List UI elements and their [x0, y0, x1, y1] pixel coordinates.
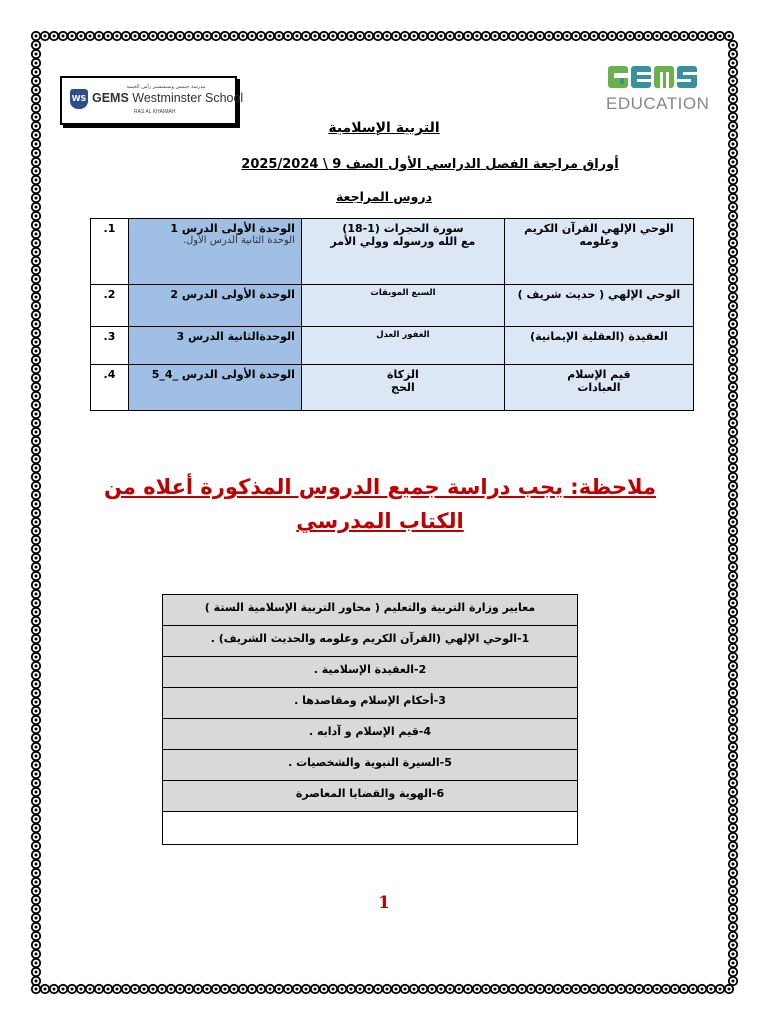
lesson-cell: السبع الموبقات [301, 285, 504, 327]
standard-cell: 5-السيرة النبوية والشخصيات . [163, 750, 578, 781]
table-row [163, 595, 578, 626]
unit-cell: الوحدةالثانية الدرس 3 [128, 327, 301, 365]
row-number: 4. [91, 365, 129, 411]
ministry-standards-table [162, 594, 578, 845]
standards-header-cell: معايير وزارة التربية والتعليم ( محاور التربية الإسلامية الستة ) [163, 595, 578, 626]
row-number: 2. [91, 285, 129, 327]
lesson-cell: الزكاة الحج [301, 365, 504, 411]
topic-cell: الوحي الإلهي القرآن الكريم وعلومه [504, 219, 693, 285]
lesson-cell: الغفور العدل [301, 327, 504, 365]
unit-cell: الوحدة الأولى الدرس 2 [128, 285, 301, 327]
table-row [163, 719, 578, 750]
school-crest-icon: WS [70, 89, 88, 109]
worksheet-title: أوراق مراجعة الفصل الدراسي الأول الصف 9 \ 2025/2024 [241, 157, 619, 172]
table-row [163, 750, 578, 781]
topic-cell: الوحي الإلهي ( حديث شريف ) [504, 285, 693, 327]
table-row [163, 657, 578, 688]
unit-cell: الوحدة الأولى الدرس _4_5 [128, 365, 301, 411]
page-number: 1 [378, 893, 390, 913]
standard-cell: 6-الهوية والقضايا المعاصرة [163, 781, 578, 812]
school-arabic-name: مدرسة جيمس وستمنستر رأس الخيمة [126, 84, 206, 90]
table-row [163, 688, 578, 719]
review-lessons-table [90, 218, 694, 411]
table-row [91, 285, 694, 327]
topic-cell: قيم الإسلام العبادات [504, 365, 693, 411]
empty-cell [163, 812, 578, 845]
standard-cell: 3-أحكام الإسلام ومقاصدها . [163, 688, 578, 719]
gems-education-logo [606, 64, 710, 116]
school-location: RAS AL KHAIMAH [134, 109, 176, 115]
topic-cell: العقيدة (العقلية الإيمانية) [504, 327, 693, 365]
unit-cell: الوحدة الأولى الدرس 1 الوحدة الثانية الدرس الأول. [128, 219, 301, 285]
table-row [91, 327, 694, 365]
lesson-cell: سورة الحجرات (1-18) مع الله ورسوله وولي الأمر [301, 219, 504, 285]
table-row [163, 812, 578, 845]
subject-title: التربية الإسلامية [328, 120, 440, 136]
standard-cell: 4-قيم الإسلام و آدابه . [163, 719, 578, 750]
gems-education-text: EDUCATION [606, 94, 710, 113]
school-logo [60, 76, 244, 125]
gems-wordmark-icon [606, 64, 698, 94]
standard-cell: 2-العقيدة الإسلامية . [163, 657, 578, 688]
table-row [91, 365, 694, 411]
lessons-heading: دروس المراجعة [335, 189, 433, 204]
study-note: ملاحظة: يجب دراسة جميع الدروس المذكورة أعلاه من الكتاب المدرسي [104, 475, 656, 533]
row-number: 3. [91, 327, 129, 365]
table-row [163, 781, 578, 812]
table-row [91, 219, 694, 285]
row-number: 1. [91, 219, 129, 285]
school-name: GEMS Westminster School [92, 91, 244, 105]
standard-cell: 1-الوحي الإلهي (القرآن الكريم وعلومه والحديث الشريف) . [163, 626, 578, 657]
table-row [163, 626, 578, 657]
